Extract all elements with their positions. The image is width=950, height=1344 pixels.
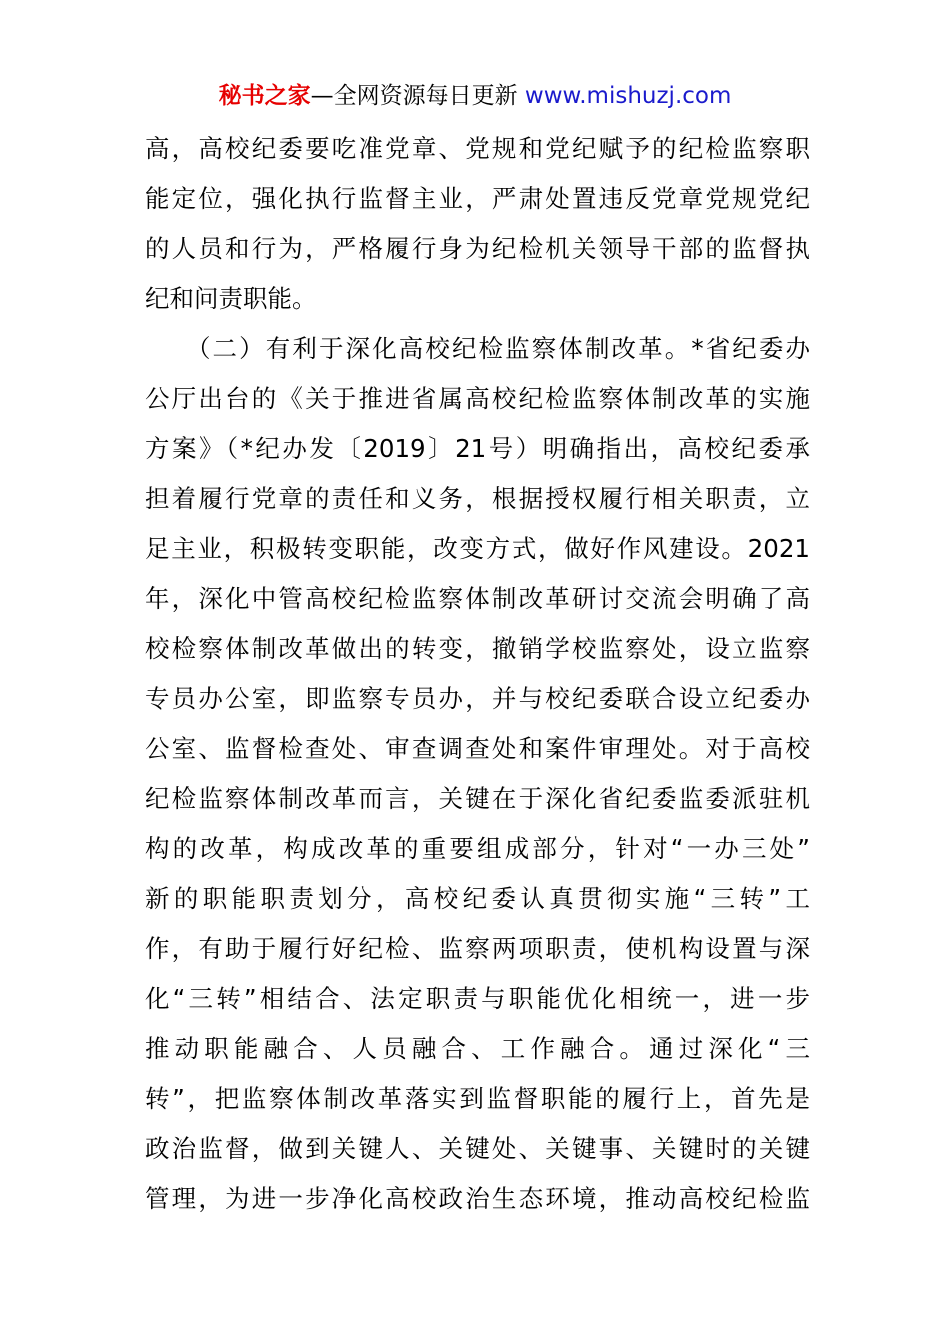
text-line: 公厅出台的《关于推进省属高校纪检监察体制改革的实施 [145,384,810,413]
text-line: （二）有利于深化高校纪检监察体制改革。*省纪委办 [145,334,810,363]
text-line: 纪和问责职能。 [145,284,317,313]
text-line: 足主业，积极转变职能，改变方式，做好作风建设。2021 [145,534,810,563]
text-line: 公室、监督检查处、审查调查处和案件审理处。对于高校 [145,734,810,763]
text-line: 政治监督，做到关键人、关键处、关键事、关键时的关键 [145,1134,810,1163]
text-line: 管理，为进一步净化高校政治生态环境，推动高校纪检监 [145,1184,810,1213]
header-brand: 秘书之家 [218,83,311,109]
text-line: 构的改革，构成改革的重要组成部分，针对“一办三处” [145,834,810,863]
header-tagline: —全网资源每日更新 [310,83,518,109]
text-line: 纪检监察体制改革而言，关键在于深化省纪委监委派驻机 [145,784,810,813]
text-line: 转”，把监察体制改革落实到监督职能的履行上，首先是 [145,1084,810,1113]
text-line: 能定位，强化执行监督主业，严肃处置违反党章党规党纪 [145,184,810,213]
text-line: 专员办公室，即监察专员办，并与校纪委联合设立纪委办 [145,684,810,713]
text-line: 作，有助于履行好纪检、监察两项职责，使机构设置与深 [145,934,810,963]
text-line: 方案》（*纪办发〔2019〕21号）明确指出，高校纪委承 [145,434,810,463]
text-line: 担着履行党章的责任和义务，根据授权履行相关职责，立 [145,484,810,513]
text-line: 校检察体制改革做出的转变，撤销学校监察处，设立监察 [145,634,810,663]
document-body [145,130,810,1230]
text-line: 的人员和行为，严格履行身为纪检机关领导干部的监督执 [145,234,810,263]
page-header [0,80,950,112]
text-line: 推动职能融合、人员融合、工作融合。通过深化“三 [145,1034,810,1063]
text-line: 化“三转”相结合、法定职责与职能优化相统一，进一步 [145,984,810,1013]
text-line: 高，高校纪委要吃准党章、党规和党纪赋予的纪检监察职 [145,134,810,163]
text-line: 年，深化中管高校纪检监察体制改革研讨交流会明确了高 [145,584,810,613]
header-url-link[interactable]: www.mishuzj.com [524,83,732,109]
text-line: 新的职能职责划分，高校纪委认真贯彻实施“三转”工 [145,884,810,913]
